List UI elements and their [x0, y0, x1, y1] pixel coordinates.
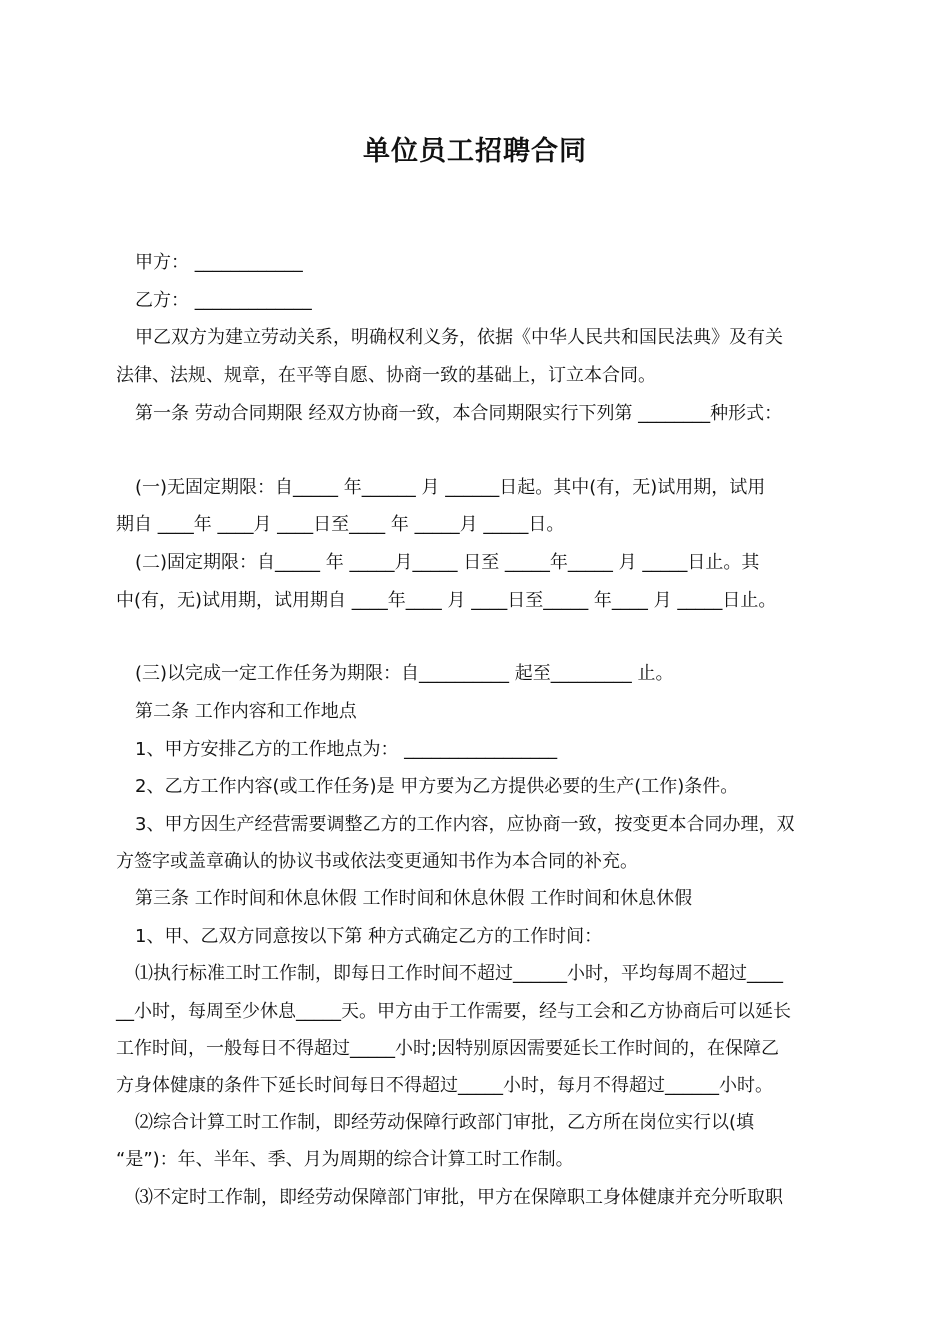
article-1-heading: 第一条 劳动合同期限 经双方协商一致，本合同期限实行下列第 ________种形式： — [135, 403, 783, 424]
article-3-item-1: 1、甲、乙双方同意按以下第 种方式确定乙方的工作时间： — [135, 926, 603, 947]
article-2-item-2: 2、乙方工作内容(或工作任务)是 甲方要为乙方提供必要的生产(工作)条件。 — [135, 776, 739, 797]
article-2-heading: 第二条 工作内容和工作地点 — [135, 701, 357, 722]
work-hours-option-1-line-4: 方身体健康的条件下延长时间每日不得超过_____小时，每月不得超过______小时。 — [116, 1075, 773, 1096]
work-hours-option-2-line-1: ⑵综合计算工时工作制，即经劳动保障行政部门审批，乙方所在岗位实行以(填 — [135, 1112, 755, 1133]
preamble-line-1: 甲乙双方为建立劳动关系，明确权利义务，依据《中华人民共和国民法典》及有关 — [135, 327, 783, 348]
article-3-heading: 第三条 工作时间和休息休假 工作时间和休息休假 工作时间和休息休假 — [135, 888, 693, 909]
work-hours-option-1-line-1: ⑴执行标准工时工作制，即每日工作时间不超过______小时，平均每周不超过____ — [135, 963, 783, 984]
term-option-1-line-2: 期自 ____年 ____月 ____日至____ 年 _____月 _____日。 — [116, 514, 565, 535]
work-hours-option-3-line-1: ⑶不定时工作制，即经劳动保障部门审批，甲方在保障职工身体健康并充分听取职 — [135, 1187, 783, 1208]
term-option-2-line-2: 中(有，无)试用期，试用期自 ____年____ 月 ____日至_____ 年____ 月 _____日止。 — [116, 590, 777, 611]
term-option-3-line: (三)以完成一定工作任务为期限：自__________ 起至_________ 止。 — [135, 663, 674, 684]
party-b-line: 乙方： _____________ — [135, 290, 312, 311]
preamble-line-2: 法律、法规、规章，在平等自愿、协商一致的基础上，订立本合同。 — [116, 365, 656, 386]
document-title: 单位员工招聘合同 — [363, 136, 587, 167]
work-hours-option-2-line-2: “是”)：年、半年、季、月为周期的综合计算工时工作制。 — [116, 1149, 574, 1170]
term-option-2-line-1: (二)固定期限：自_____ 年 _____月_____ 日至 _____年_____ 月 _____日止。其 — [135, 552, 760, 573]
article-2-item-1: 1、甲方安排乙方的工作地点为： _________________ — [135, 739, 558, 760]
term-option-1-line-1: (一)无固定期限：自_____ 年______ 月 ______日起。其中(有，无)试用期，试用 — [135, 477, 766, 498]
work-hours-option-1-line-3: 工作时间，一般每日不得超过_____小时;因特别原因需要延长工作时间的，在保障乙 — [116, 1038, 780, 1059]
party-a-line: 甲方： ____________ — [135, 252, 303, 273]
article-2-item-3-line-1: 3、甲方因生产经营需要调整乙方的工作内容，应协商一致，按变更本合同办理，双 — [135, 814, 795, 835]
article-2-item-3-line-2: 方签字或盖章确认的协议书或依法变更通知书作为本合同的补充。 — [116, 851, 638, 872]
work-hours-option-1-line-2: __小时，每周至少休息_____天。甲方由于工作需要，经与工会和乙方协商后可以延长 — [116, 1001, 791, 1022]
